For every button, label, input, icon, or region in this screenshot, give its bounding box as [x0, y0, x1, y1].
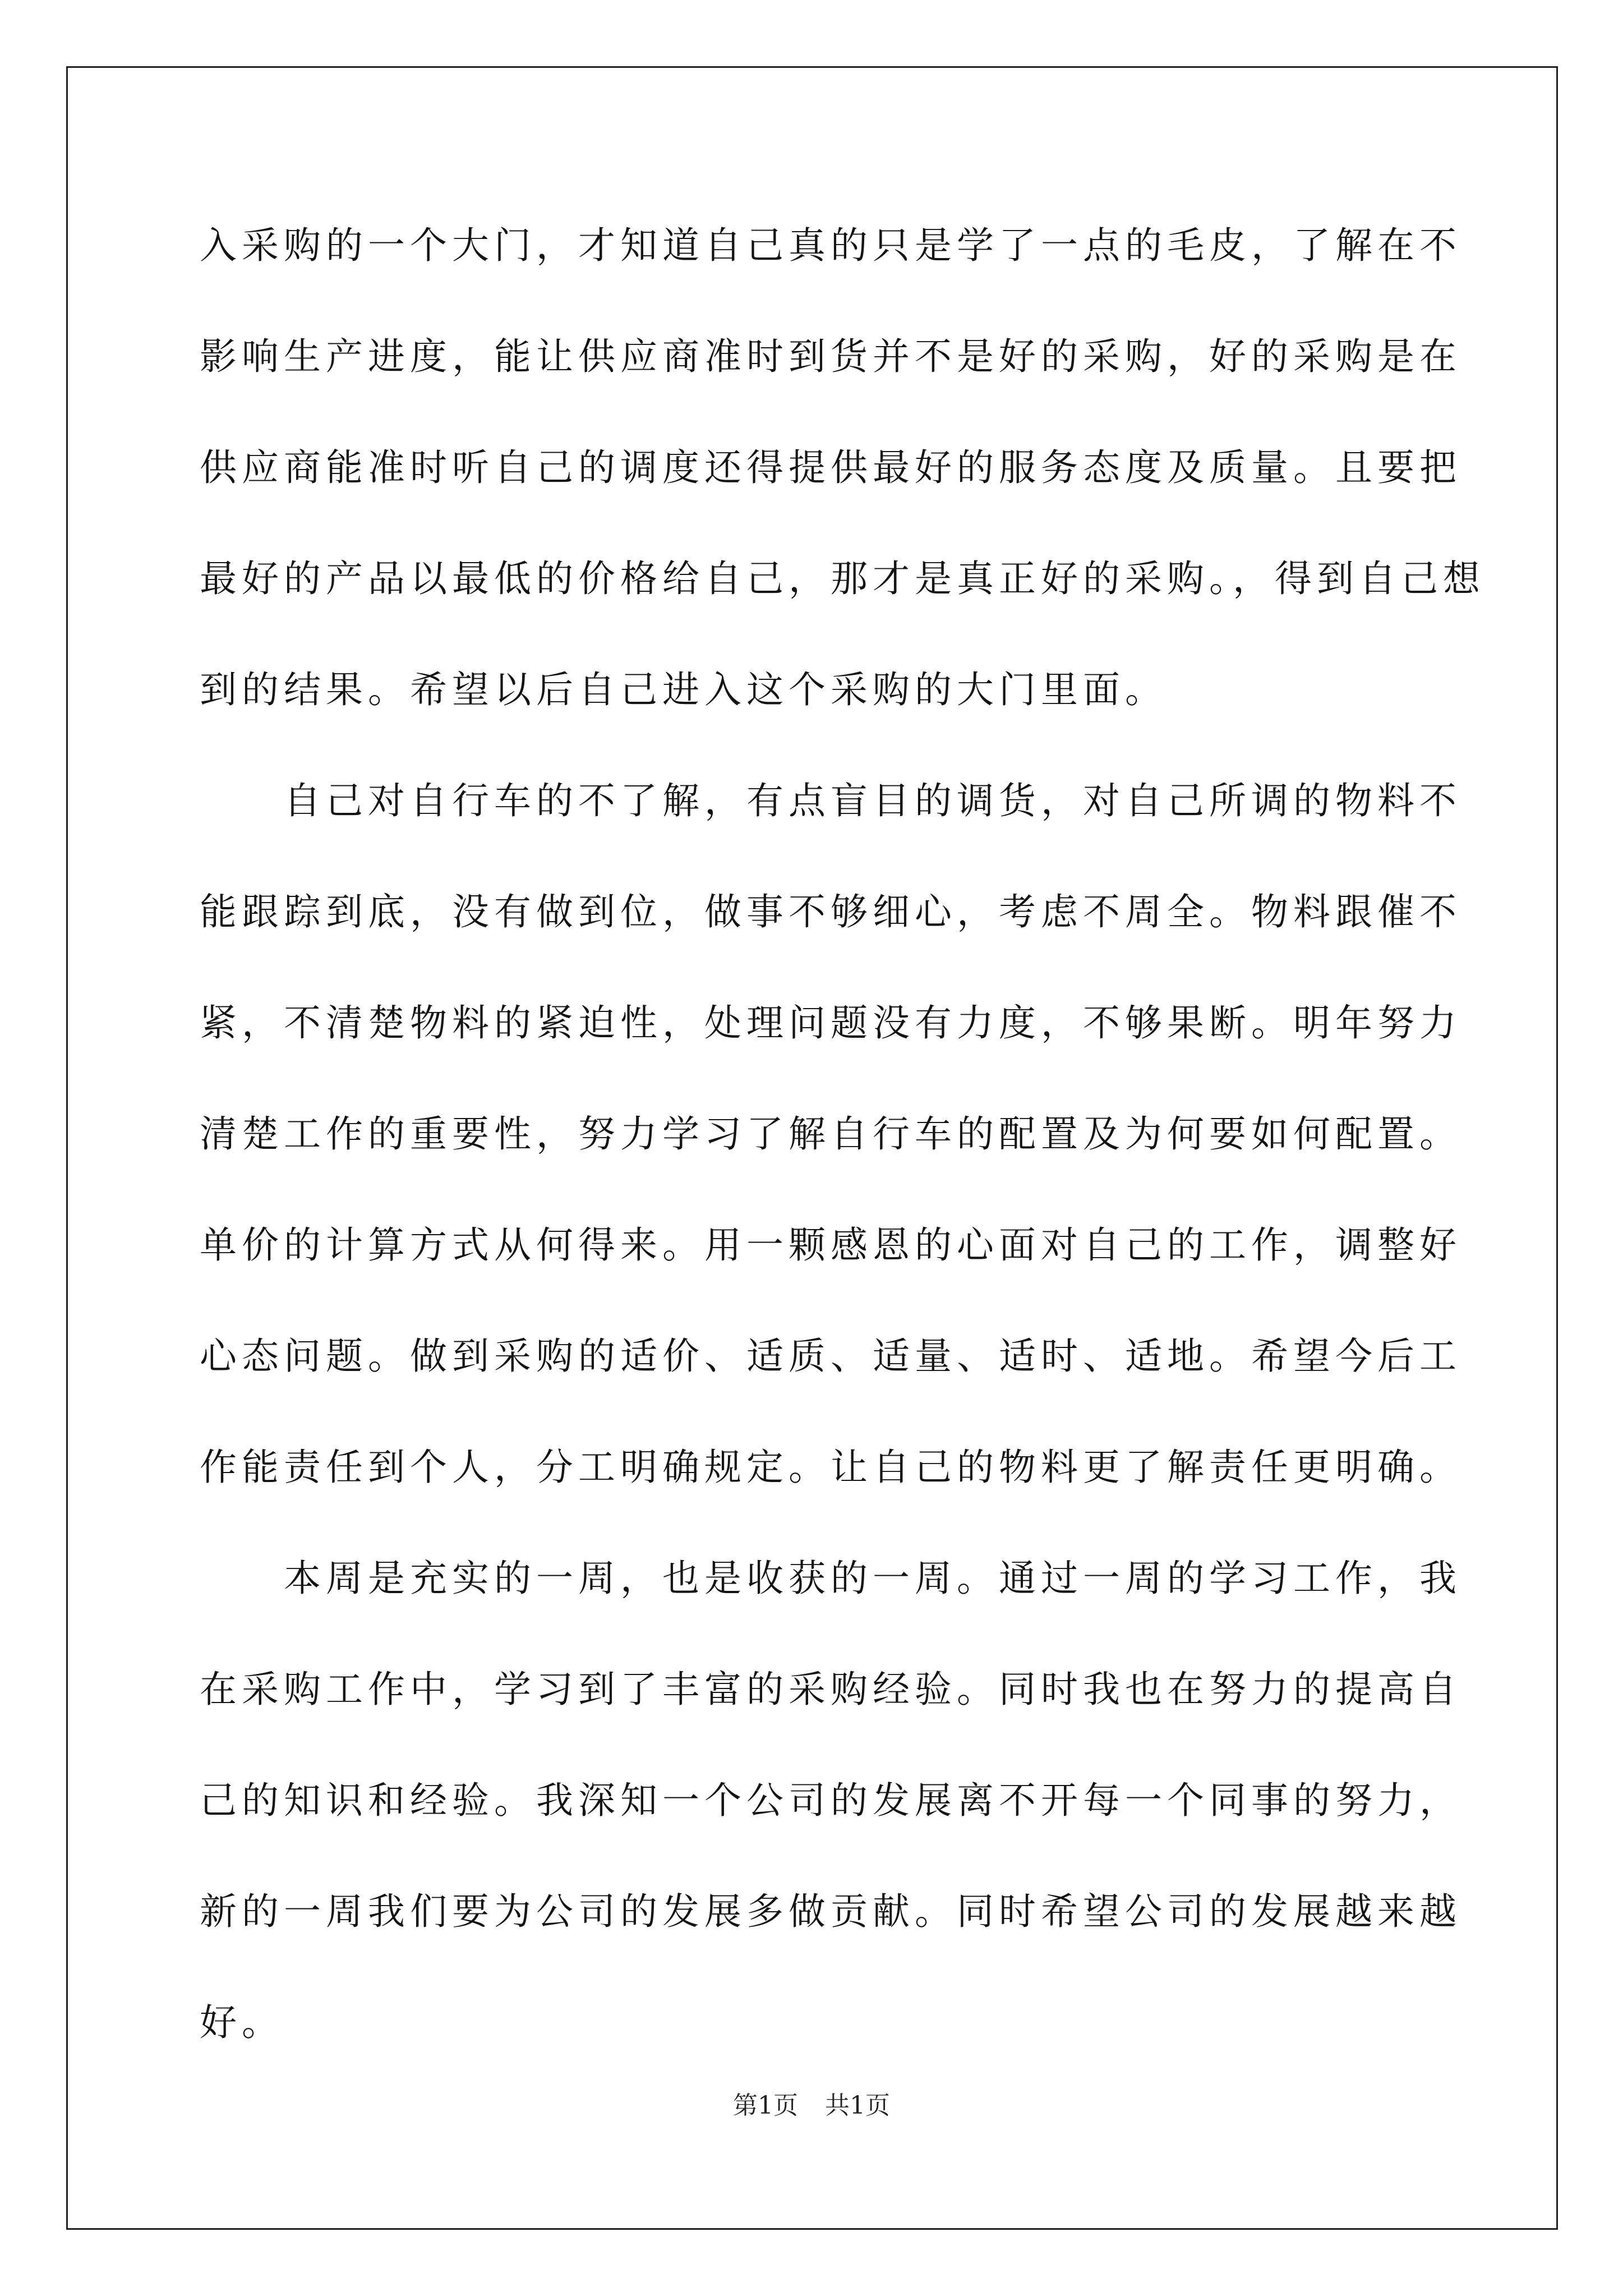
text-line: 心态问题。做到采购的适价、适质、适量、适时、适地。希望今后工	[200, 1335, 1461, 1378]
page-footer	[0, 2090, 1623, 2122]
text-line: 新的一周我们要为公司的发展多做贡献。同时希望公司的发展越来越	[200, 1890, 1461, 1933]
text-line: 清楚工作的重要性，努力学习了解自行车的配置及为何要如何配置。	[200, 1112, 1461, 1156]
text-line: 供应商能准时听自己的调度还得提供最好的服务态度及质量。且要把	[200, 446, 1461, 489]
text-line: 能跟踪到底，没有做到位，做事不够细心，考虑不周全。物料跟催不	[200, 890, 1461, 933]
text-line: 到的结果。希望以后自己进入这个采购的大门里面。	[200, 668, 1167, 711]
text-line: 紧，不清楚物料的紧迫性，处理问题没有力度，不够果断。明年努力	[200, 1001, 1461, 1045]
text-line: 在采购工作中，学习到了丰富的采购经验。同时我也在努力的提高自	[200, 1668, 1461, 1711]
text-line: 自己对自行车的不了解，有点盲目的调货，对自己所调的物料不	[200, 779, 1461, 822]
text-line: 入采购的一个大门，才知道自己真的只是学了一点的毛皮，了解在不	[200, 224, 1461, 267]
text-line: 影响生产进度，能让供应商准时到货并不是好的采购，好的采购是在	[200, 335, 1461, 378]
page-total: 共1页	[825, 2091, 890, 2120]
text-line: 最好的产品以最低的价格给自己，那才是真正好的采购。，得到自己想	[200, 557, 1485, 600]
text-line: 己的知识和经验。我深知一个公司的发展离不开每一个同事的努力，	[200, 1779, 1461, 1822]
text-line: 单价的计算方式从何得来。用一颗感恩的心面对自己的工作，调整好	[200, 1223, 1461, 1267]
page-number: 第1页	[733, 2091, 798, 2120]
text-line: 好。	[200, 2001, 284, 2044]
text-line: 作能责任到个人，分工明确规定。让自己的物料更了解责任更明确。	[200, 1446, 1461, 1489]
text-line: 本周是充实的一周，也是收获的一周。通过一周的学习工作，我	[200, 1557, 1461, 1600]
